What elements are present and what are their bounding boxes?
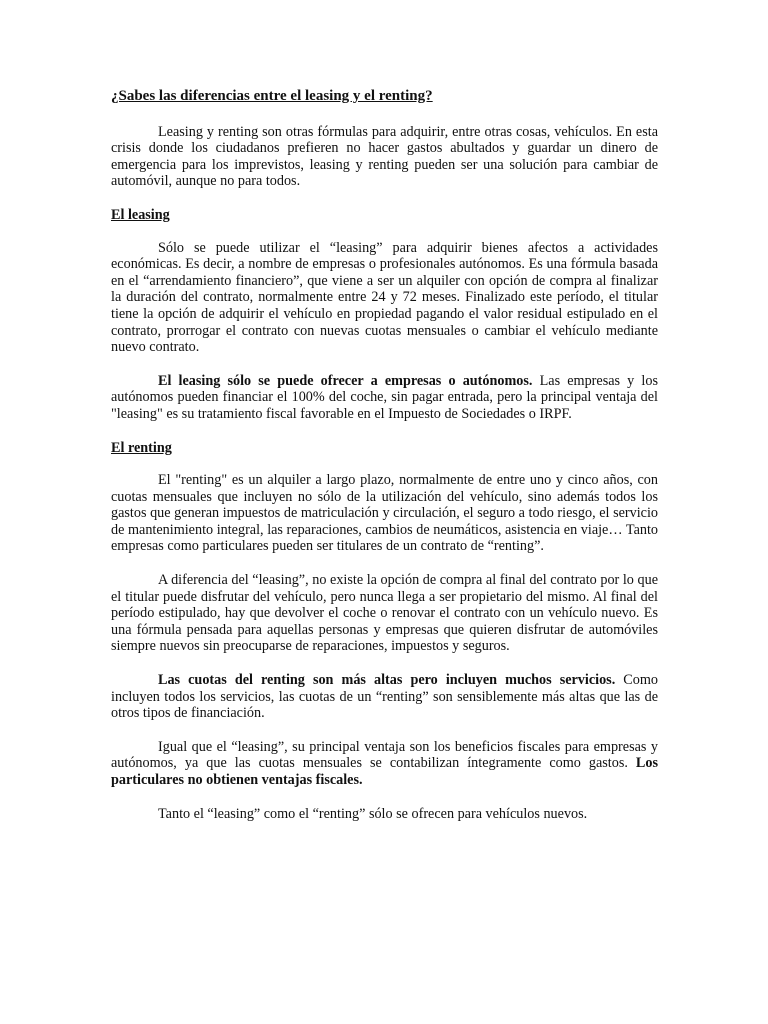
renting-paragraph-3-text: Como incluyen todos los servicios, las cuotas de un “renting” son sensiblemente más altas que las de otros tipos de financiación.: [111, 672, 658, 722]
renting-bold-fiscal-note: Los particulares no obtienen ventajas fiscales.: [111, 755, 658, 788]
leasing-paragraph-1: Sólo se puede utilizar el “leasing” para adquirir bienes afectos a actividades económicas. Es decir, a nombre de empresas o profesionales autónomos. Es una fórmula basada en el “arrendamiento financiero”, que viene a ser un alquiler con opción de compra al finalizar la duración del contrato, normalmente entre 24 y 72 meses. Finalizado este período, el titular tiene la opción de adquirir el vehículo en propiedad pagando el valor residual estipulado en el contrato, prorrogar el contrato con nuevas cuotas mensuales o cambiar el vehículo mediante nuevo contrato.: [111, 239, 658, 356]
renting-paragraph-2: A diferencia del “leasing”, no existe la opción de compra al final del contrato por lo que el titular puede disfrutar del vehículo, pero nunca llega a ser propietario del mismo. Al final del período estipulado, hay que devolver el coche o renovar el contrato con un vehículo nuevo. Es una fórmula pensada para aquellas personas y empresas que quieren disfrutar de automóviles siempre nuevos sin preocuparse de reparaciones, impuestos y seguros.: [111, 572, 658, 655]
section-heading-renting: El renting: [111, 439, 172, 456]
closing-paragraph: Tanto el “leasing” como el “renting” sólo se ofrecen para vehículos nuevos.: [158, 805, 588, 822]
renting-paragraph-4: [111, 739, 658, 789]
renting-paragraph-1: El "renting" es un alquiler a largo plazo, normalmente de entre uno y cinco años, con cuotas mensuales que incluyen no sólo de la utilización del vehículo, sino además todos los gastos que generan impuestos de matriculación y circulación, el seguro a todo riesgo, el servicio de mantenimiento integral, las reparaciones, cambios de neumáticos, asistencia en viaje… Tanto empresas como particulares pueden ser titulares de un contrato de “renting”.: [111, 472, 658, 555]
section-heading-leasing: El leasing: [111, 206, 170, 223]
document-body: [111, 88, 658, 839]
renting-bold-statement: Las cuotas del renting son más altas pero incluyen muchos servicios.: [158, 672, 616, 689]
leasing-paragraph-2: [111, 373, 658, 423]
page-title: ¿Sabes las diferencias entre el leasing y el renting?: [111, 88, 433, 104]
leasing-bold-statement: El leasing sólo se puede ofrecer a empresas o autónomos.: [158, 372, 533, 389]
leasing-paragraph-2-text: Las empresas y los autónomos pueden financiar el 100% del coche, sin pagar entrada, pero la principal ventaja del "leasing" es su tratamiento fiscal favorable en el Impuesto de Sociedades o IRPF.: [111, 372, 658, 422]
renting-paragraph-4-text: Igual que el “leasing”, su principal ventaja son los beneficios fiscales para empresas y autónomos, ya que las cuotas mensuales se contabilizan íntegramente como gastos.: [111, 738, 658, 772]
intro-paragraph: Leasing y renting son otras fórmulas para adquirir, entre otras cosas, vehículos. En esta crisis donde los ciudadanos prefieren no hacer gastos abultados y guardar un dinero de emergencia para los imprevistos, leasing y renting pueden ser una solución para cambiar de automóvil, aunque no para todos.: [111, 123, 658, 190]
renting-paragraph-3: [111, 672, 658, 722]
